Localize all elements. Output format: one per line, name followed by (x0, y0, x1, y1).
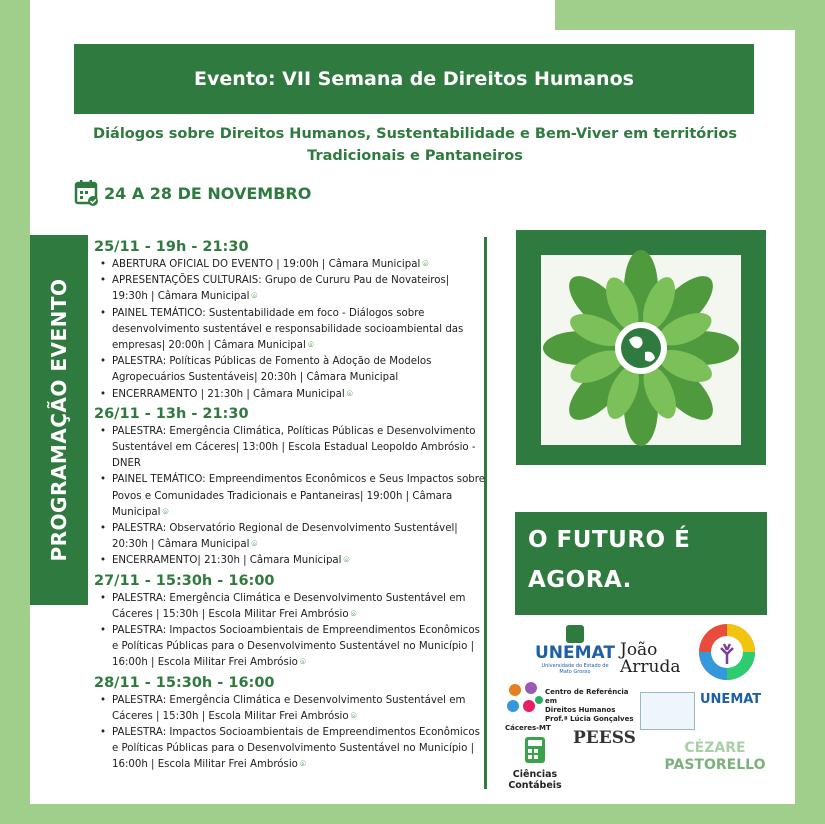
location-pin-icon: ⌾ (346, 388, 353, 400)
day-27 (94, 571, 486, 672)
slogan-box (515, 512, 767, 615)
list-item: • APRESENTAÇÕES CULTURAIS: Grupo de Cururu Pau de Novateiros| 19:30h | Câmara Municipal ⌾ (94, 273, 486, 305)
location-pin-icon: ⌾ (299, 759, 306, 771)
day-25 (94, 237, 486, 403)
list-item: • ENCERRAMENTO | 21:30h | Câmara Municipal ⌾ (94, 387, 486, 403)
event-title-bar (74, 44, 754, 114)
day-26 (94, 404, 486, 570)
list-item: • PALESTRA: Observatório Regional de Desenvolvimento Sustentável| 20:30h | Câmara Municipal ⌾ (94, 521, 486, 553)
location-pin-icon: ⌾ (350, 608, 357, 620)
day-28 (94, 673, 486, 774)
location-pin-icon: ⌾ (343, 555, 350, 567)
list-item: • PAINEL TEMÁTICO: Empreendimentos Econômicos e Seus Impactos sobre Povos e Comunidades Tradicionais e Pantaneiras| 19:00h | Câmara Municipal ⌾ (94, 472, 486, 521)
list-item: • ENCERRAMENTO| 21:30h | Câmara Municipal ⌾ (94, 553, 486, 569)
cezare-pastorello-logo: CÉZARE PASTORELLO (664, 740, 766, 773)
unemat-name: UNEMAT (535, 643, 615, 663)
day-heading: 25/11 - 19h - 21:30 (94, 239, 249, 255)
list-item: • PALESTRA: Emergência Climática e Desenvolvimento Sustentável em Cáceres | 15:30h | Escola Militar Frei Ambrósio ⌾ (94, 591, 486, 623)
unemat-subtitle: Universidade do Estado de Mato Grosso (541, 663, 609, 675)
centro-referencia-logo: Centro de Referência em Direitos Humanos Prof.ª Lúcia Gonçalves Cáceres-MT (505, 680, 640, 733)
unemat-logo (535, 625, 615, 675)
calculator-icon (520, 735, 550, 765)
peess-logo: PEESS (573, 728, 636, 748)
leaves-globe-illustration (516, 230, 766, 465)
event-date (74, 178, 311, 208)
subtitle-line-2: Tradicionais e Pantaneiros (307, 148, 523, 164)
list-item: • ABERTURA OFICIAL DO EVENTO | 19:00h | Câmara Municipal ⌾ (94, 257, 486, 273)
slogan-line-2: AGORA. (528, 567, 632, 593)
event-subtitle (40, 123, 790, 167)
list-item: • PALESTRA: Impactos Socioambientais de Empreendimentos Econômicos e Políticas Públicas para o Desenvolvimento Sustentável no Município | 16:00h | Escola Militar Frei Ambrósio ⌾ (94, 725, 486, 774)
instituto-logo (695, 620, 759, 684)
hands-icon (505, 680, 545, 720)
list-item: • PALESTRA: Emergência Climática e Desenvolvimento Sustentável em Cáceres | 15:30h | Escola Militar Frei Ambrósio ⌾ (94, 693, 486, 725)
day-heading: 28/11 - 15:30h - 16:00 (94, 674, 275, 691)
crest-icon (566, 625, 584, 643)
location-pin-icon: ⌾ (251, 291, 258, 303)
location-pin-icon: ⌾ (422, 259, 429, 270)
side-label: PROGRAMAÇÃO EVENTO (47, 278, 71, 562)
list-item: • PALESTRA: Impactos Socioambientais de Empreendimentos Econômicos e Políticas Públicas para o Desenvolvimento Sustentável no Município | 16:00h | Escola Militar Frei Ambrósio ⌾ (94, 623, 486, 672)
joao-arruda-logo: João Arruda (620, 640, 681, 677)
sponsor-logos (500, 620, 780, 800)
location-pin-icon: ⌾ (350, 710, 357, 722)
calendar-icon (74, 178, 100, 208)
slogan-line-1: O FUTURO É (528, 527, 691, 553)
date-text: 24 A 28 DE NOVEMBRO (104, 183, 312, 203)
location-pin-icon: ⌾ (162, 506, 169, 518)
white-tab (30, 0, 555, 30)
unemat-small-logo: UNEMAT (700, 692, 762, 707)
event-title: Evento: VII Semana de Direitos Humanos (194, 68, 634, 90)
day-heading: 27/11 - 15:30h - 16:00 (94, 572, 275, 589)
frame-right (555, 0, 825, 30)
list-item: • PAINEL TEMÁTICO: Sustentabilidade em foco - Diálogos sobre desenvolvimento sustentável e responsabilidade socioambiental das empresas| 20:00h | Câmara Municipal ⌾ (94, 306, 486, 355)
day-heading: 26/11 - 13h - 21:30 (94, 405, 249, 422)
frame-bottom (0, 804, 825, 824)
location-pin-icon: ⌾ (251, 539, 258, 551)
observatorio-logo (640, 692, 695, 730)
list-item: • PALESTRA: Emergência Climática, Políticas Públicas e Desenvolvimento Sustentável em Cáceres| 13:00h | Escola Estadual Leopoldo Ambrósio - DNER (94, 424, 486, 473)
schedule (94, 237, 486, 775)
frame-left (0, 0, 30, 824)
ciencias-contabeis-logo: Ciências Contábeis (500, 735, 570, 791)
subtitle-line-1: Diálogos sobre Direitos Humanos, Sustentabilidade e Bem-Viver em territórios (93, 126, 737, 142)
list-item: • PALESTRA: Políticas Públicas de Fomento à Adoção de Modelos Agropecuários Sustentáveis| 20:30h | Câmara Municipal (94, 354, 486, 386)
leaves-globe-icon (516, 230, 766, 465)
location-pin-icon: ⌾ (299, 657, 306, 669)
location-pin-icon: ⌾ (307, 340, 314, 352)
